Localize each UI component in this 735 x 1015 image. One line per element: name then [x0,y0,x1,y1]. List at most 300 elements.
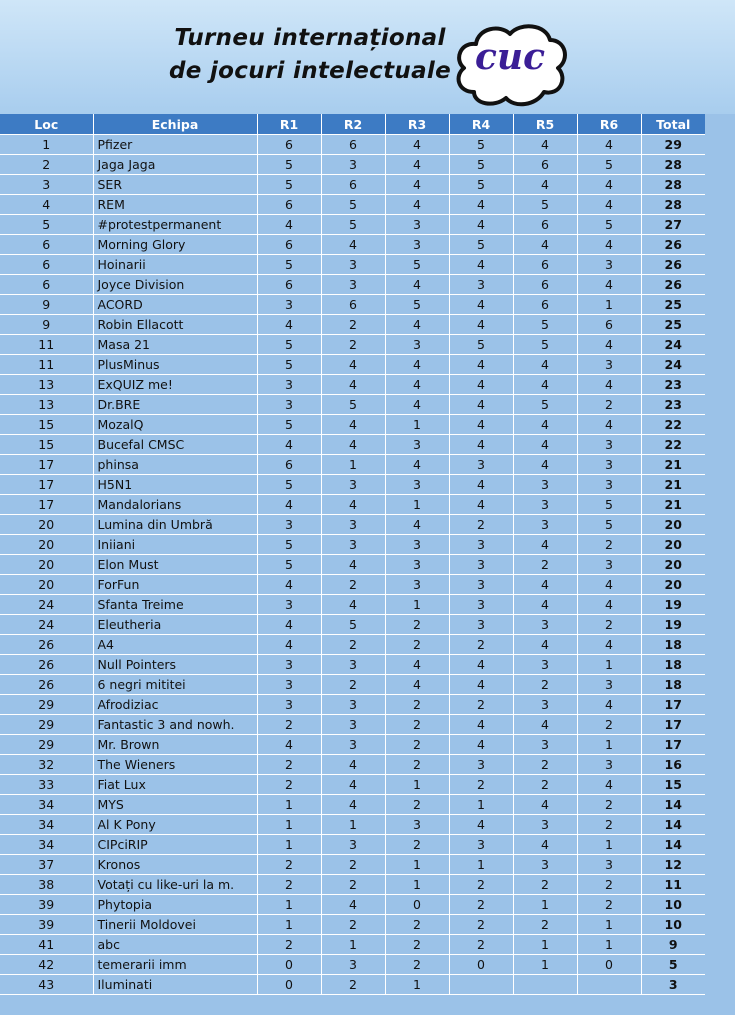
col-r2-cell: 2 [321,855,385,875]
col-loc-cell: 29 [0,715,93,735]
col-r6-cell: 2 [577,895,641,915]
col-total-cell: 12 [641,855,705,875]
table-row [0,875,705,895]
col-r4-cell: 2 [449,915,513,935]
col-loc-cell: 34 [0,815,93,835]
col-r6-cell: 4 [577,175,641,195]
table-row [0,615,705,635]
col-echipa-cell: H5N1 [93,475,257,495]
col-r4-cell: 4 [449,475,513,495]
col-r1-cell: 5 [257,475,321,495]
col-r4-cell: 4 [449,735,513,755]
col-r1-cell: 5 [257,155,321,175]
col-r1-cell: 5 [257,335,321,355]
col-total-cell: 26 [641,255,705,275]
col-r3-cell: 3 [385,555,449,575]
col-r3-cell: 3 [385,475,449,495]
col-loc-header: Loc [0,114,93,135]
col-r1-cell: 3 [257,515,321,535]
col-r4-cell: 2 [449,895,513,915]
col-loc-cell: 29 [0,695,93,715]
col-total-cell: 23 [641,395,705,415]
col-loc-cell: 17 [0,475,93,495]
col-r6-cell: 3 [577,675,641,695]
table-row [0,475,705,495]
col-loc-cell: 1 [0,135,93,155]
col-r1-cell: 3 [257,595,321,615]
col-r6-cell: 0 [577,955,641,975]
col-r2-cell: 4 [321,595,385,615]
col-r6-cell: 4 [577,695,641,715]
col-loc-cell: 20 [0,535,93,555]
col-r1-cell: 3 [257,675,321,695]
col-r4-cell: 5 [449,135,513,155]
col-loc-cell: 17 [0,455,93,475]
col-total-cell: 22 [641,435,705,455]
col-loc-cell: 43 [0,975,93,995]
col-r2-cell: 4 [321,895,385,915]
col-r5-cell: 4 [513,595,577,615]
col-r6-cell: 2 [577,715,641,735]
col-r6-cell: 5 [577,215,641,235]
col-echipa-cell: CIPciRIP [93,835,257,855]
col-r6-cell: 3 [577,255,641,275]
col-r1-cell: 4 [257,575,321,595]
col-loc-cell: 24 [0,615,93,635]
col-r4-cell: 5 [449,335,513,355]
col-r5-cell: 4 [513,375,577,395]
col-r1-cell: 6 [257,135,321,155]
col-r4-cell: 3 [449,555,513,575]
col-r5-cell: 3 [513,855,577,875]
col-r6-cell [577,975,641,995]
col-r6-cell: 4 [577,275,641,295]
col-echipa-cell: Null Pointers [93,655,257,675]
col-r2-cell: 6 [321,175,385,195]
col-r1-cell: 2 [257,775,321,795]
col-r6-cell: 3 [577,755,641,775]
col-r1-cell: 5 [257,175,321,195]
col-r2-cell: 4 [321,375,385,395]
col-total-cell: 5 [641,955,705,975]
col-echipa-cell: Pfizer [93,135,257,155]
col-total-cell: 23 [641,375,705,395]
col-r6-cell: 3 [577,475,641,495]
col-r6-cell: 2 [577,615,641,635]
col-r4-cell: 4 [449,215,513,235]
col-r2-cell: 4 [321,555,385,575]
col-r2-cell: 5 [321,395,385,415]
col-total-cell: 10 [641,895,705,915]
col-r2-cell: 3 [321,255,385,275]
col-r2-cell: 3 [321,955,385,975]
table-row [0,295,705,315]
col-r3-cell: 3 [385,435,449,455]
col-r2-cell: 6 [321,295,385,315]
col-r1-cell: 2 [257,755,321,775]
col-loc-cell: 26 [0,675,93,695]
col-r5-cell: 2 [513,915,577,935]
col-echipa-cell: Al K Pony [93,815,257,835]
col-r2-cell: 2 [321,975,385,995]
col-r1-cell: 3 [257,695,321,715]
col-r1-cell: 5 [257,255,321,275]
col-r5-cell [513,975,577,995]
col-r3-cell: 4 [385,395,449,415]
col-r6-cell: 5 [577,515,641,535]
col-r6-cell: 1 [577,295,641,315]
col-loc-cell: 38 [0,875,93,895]
col-r5-cell: 3 [513,515,577,535]
col-r6-cell: 2 [577,795,641,815]
col-echipa-cell: A4 [93,635,257,655]
table-row [0,595,705,615]
col-r4-cell: 5 [449,235,513,255]
col-r5-cell: 6 [513,255,577,275]
col-r6-cell: 2 [577,395,641,415]
col-r1-cell: 4 [257,315,321,335]
table-row [0,315,705,335]
col-loc-cell: 20 [0,515,93,535]
col-r4-cell: 3 [449,755,513,775]
col-total-cell: 14 [641,835,705,855]
col-r1-cell: 2 [257,855,321,875]
col-r6-cell: 3 [577,355,641,375]
col-total-cell: 20 [641,535,705,555]
col-echipa-cell: Tinerii Moldovei [93,915,257,935]
col-r3-cell: 2 [385,735,449,755]
title-line-2: de jocuri intelectuale [169,58,451,84]
col-r4-cell: 3 [449,615,513,635]
col-total-cell: 28 [641,195,705,215]
col-r1-cell: 1 [257,835,321,855]
col-r4-cell: 3 [449,455,513,475]
col-echipa-cell: PlusMinus [93,355,257,375]
col-echipa-cell: SER [93,175,257,195]
col-loc-cell: 32 [0,755,93,775]
col-r2-cell: 4 [321,235,385,255]
col-echipa-cell: #protestpermanent [93,215,257,235]
col-r5-cell: 4 [513,175,577,195]
col-total-cell: 9 [641,935,705,955]
col-r5-cell: 3 [513,735,577,755]
col-r6-cell: 4 [577,235,641,255]
col-r3-cell: 4 [385,455,449,475]
col-r3-cell: 1 [385,595,449,615]
col-r1-cell: 3 [257,395,321,415]
col-total-cell: 10 [641,915,705,935]
col-echipa-cell: REM [93,195,257,215]
col-r1-cell: 6 [257,275,321,295]
col-r2-cell: 1 [321,935,385,955]
col-total-cell: 17 [641,735,705,755]
table-row [0,495,705,515]
col-loc-cell: 9 [0,295,93,315]
col-echipa-cell: The Wieners [93,755,257,775]
cuc-logo [452,20,568,110]
col-r4-cell: 4 [449,435,513,455]
col-r4-cell: 3 [449,275,513,295]
col-r3-cell: 5 [385,295,449,315]
col-r6-cell: 4 [577,635,641,655]
col-loc-cell: 26 [0,635,93,655]
col-total-cell: 16 [641,755,705,775]
col-r5-cell: 6 [513,295,577,315]
col-loc-cell: 5 [0,215,93,235]
table-row [0,215,705,235]
col-r5-cell: 1 [513,955,577,975]
col-r5-cell: 2 [513,875,577,895]
col-r4-cell: 2 [449,775,513,795]
col-r1-header: R1 [257,114,321,135]
col-r4-cell: 4 [449,495,513,515]
col-loc-cell: 15 [0,435,93,455]
col-r3-header: R3 [385,114,449,135]
col-loc-cell: 15 [0,415,93,435]
col-r1-cell: 4 [257,635,321,655]
table-row [0,955,705,975]
table-row [0,395,705,415]
col-r4-cell: 4 [449,395,513,415]
col-r3-cell: 2 [385,635,449,655]
col-r3-cell: 3 [385,575,449,595]
col-total-cell: 18 [641,675,705,695]
col-r6-cell: 1 [577,915,641,935]
col-r6-cell: 3 [577,555,641,575]
col-r2-cell: 6 [321,135,385,155]
col-r3-cell: 3 [385,235,449,255]
col-total-cell: 20 [641,575,705,595]
table-row [0,455,705,475]
col-echipa-cell: Iniiani [93,535,257,555]
col-r4-cell: 4 [449,195,513,215]
col-r5-cell: 4 [513,575,577,595]
col-r3-cell: 4 [385,315,449,335]
col-r3-cell: 4 [385,355,449,375]
col-r2-cell: 2 [321,635,385,655]
col-r2-cell: 4 [321,355,385,375]
table-row [0,735,705,755]
col-loc-cell: 34 [0,835,93,855]
table-row [0,255,705,275]
col-r4-header: R4 [449,114,513,135]
table-row [0,155,705,175]
col-loc-cell: 39 [0,915,93,935]
col-r4-cell: 3 [449,595,513,615]
col-r3-cell: 2 [385,955,449,975]
col-r4-cell: 4 [449,675,513,695]
col-loc-cell: 13 [0,375,93,395]
col-loc-cell: 41 [0,935,93,955]
col-r5-cell: 5 [513,195,577,215]
col-r6-cell: 5 [577,155,641,175]
col-loc-cell: 3 [0,175,93,195]
table-row [0,375,705,395]
table-row [0,335,705,355]
col-r4-cell: 4 [449,415,513,435]
col-r6-cell: 4 [577,775,641,795]
col-r5-cell: 6 [513,215,577,235]
col-total-cell: 17 [641,695,705,715]
col-echipa-cell: ACORD [93,295,257,315]
col-r3-cell: 5 [385,255,449,275]
col-loc-cell: 20 [0,575,93,595]
col-loc-cell: 42 [0,955,93,975]
col-loc-cell: 24 [0,595,93,615]
table-row [0,655,705,675]
col-r3-cell: 4 [385,375,449,395]
col-r5-cell: 2 [513,755,577,775]
table-row [0,175,705,195]
col-r4-cell: 4 [449,815,513,835]
col-r6-cell: 6 [577,315,641,335]
header-banner [0,0,735,114]
col-r1-cell: 3 [257,375,321,395]
table-row [0,555,705,575]
col-r4-cell: 4 [449,715,513,735]
col-total-cell: 11 [641,875,705,895]
table-row [0,435,705,455]
col-r6-cell: 4 [577,575,641,595]
col-r1-cell: 1 [257,915,321,935]
col-r5-cell: 3 [513,615,577,635]
col-echipa-cell: Votați cu like-uri la m. [93,875,257,895]
col-total-cell: 26 [641,275,705,295]
col-echipa-cell: temerarii imm [93,955,257,975]
col-r2-cell: 4 [321,755,385,775]
col-r6-cell: 1 [577,835,641,855]
col-r1-cell: 3 [257,295,321,315]
col-r1-cell: 6 [257,455,321,475]
col-r3-cell: 1 [385,495,449,515]
col-r2-cell: 2 [321,675,385,695]
col-total-cell: 28 [641,175,705,195]
col-r6-cell: 1 [577,655,641,675]
col-echipa-cell: Joyce Division [93,275,257,295]
col-r2-cell: 2 [321,875,385,895]
col-r5-cell: 3 [513,495,577,515]
col-echipa-cell: Kronos [93,855,257,875]
col-echipa-cell: Phytopia [93,895,257,915]
col-r1-cell: 2 [257,935,321,955]
table-row [0,695,705,715]
col-r4-cell: 0 [449,955,513,975]
col-loc-cell: 39 [0,895,93,915]
col-r5-cell: 2 [513,775,577,795]
col-echipa-cell: Lumina din Umbră [93,515,257,535]
col-r2-cell: 2 [321,575,385,595]
col-r2-cell: 3 [321,715,385,735]
col-r2-cell: 5 [321,615,385,635]
col-r5-cell: 2 [513,675,577,695]
col-r2-cell: 2 [321,335,385,355]
col-r2-cell: 5 [321,215,385,235]
col-r5-cell: 4 [513,235,577,255]
col-r6-cell: 1 [577,935,641,955]
col-r3-cell: 3 [385,335,449,355]
col-total-cell: 18 [641,655,705,675]
col-r2-cell: 1 [321,455,385,475]
col-loc-cell: 13 [0,395,93,415]
col-r3-cell: 1 [385,875,449,895]
col-r4-cell: 2 [449,935,513,955]
col-echipa-cell: Mandalorians [93,495,257,515]
col-r3-cell: 2 [385,695,449,715]
col-echipa-cell: Eleutheria [93,615,257,635]
col-r4-cell: 2 [449,875,513,895]
table-row [0,915,705,935]
col-r6-cell: 3 [577,455,641,475]
col-r5-cell: 1 [513,895,577,915]
col-total-cell: 15 [641,775,705,795]
col-r2-cell: 5 [321,195,385,215]
col-r3-cell: 4 [385,675,449,695]
col-total-cell: 20 [641,515,705,535]
col-r4-cell: 4 [449,295,513,315]
table-row [0,715,705,735]
col-r6-cell: 5 [577,495,641,515]
col-total-cell: 19 [641,615,705,635]
col-r5-cell: 1 [513,935,577,955]
col-r3-cell: 4 [385,655,449,675]
col-loc-cell: 6 [0,275,93,295]
col-r6-cell: 3 [577,855,641,875]
col-r3-cell: 2 [385,935,449,955]
col-loc-cell: 2 [0,155,93,175]
table-row [0,635,705,655]
col-r3-cell: 4 [385,275,449,295]
col-r4-cell: 3 [449,575,513,595]
col-r1-cell: 0 [257,955,321,975]
col-echipa-cell: Masa 21 [93,335,257,355]
col-r3-cell: 2 [385,915,449,935]
col-r3-cell: 2 [385,835,449,855]
col-r4-cell: 3 [449,835,513,855]
col-r2-cell: 3 [321,515,385,535]
table-row [0,535,705,555]
col-echipa-cell: ExQUIZ me! [93,375,257,395]
col-r6-cell: 4 [577,415,641,435]
col-total-cell: 25 [641,295,705,315]
col-total-cell: 26 [641,235,705,255]
col-total-cell: 14 [641,795,705,815]
col-r2-cell: 3 [321,535,385,555]
col-r6-cell: 4 [577,135,641,155]
col-r5-cell: 3 [513,655,577,675]
col-loc-cell: 11 [0,335,93,355]
col-r2-cell: 3 [321,475,385,495]
col-r6-cell: 1 [577,735,641,755]
col-r4-cell: 2 [449,515,513,535]
col-r2-cell: 2 [321,315,385,335]
col-echipa-header: Echipa [93,114,257,135]
col-r1-cell: 1 [257,795,321,815]
col-r5-cell: 4 [513,635,577,655]
col-r4-cell: 4 [449,655,513,675]
col-r2-cell: 4 [321,415,385,435]
col-r4-cell: 2 [449,635,513,655]
col-r3-cell: 1 [385,975,449,995]
table-row [0,895,705,915]
col-r2-cell: 3 [321,735,385,755]
col-r1-cell: 5 [257,555,321,575]
col-r3-cell: 2 [385,795,449,815]
col-loc-cell: 33 [0,775,93,795]
title-line-1: Turneu internațional [174,25,446,51]
col-r5-cell: 4 [513,355,577,375]
col-total-cell: 21 [641,455,705,475]
table-row [0,775,705,795]
